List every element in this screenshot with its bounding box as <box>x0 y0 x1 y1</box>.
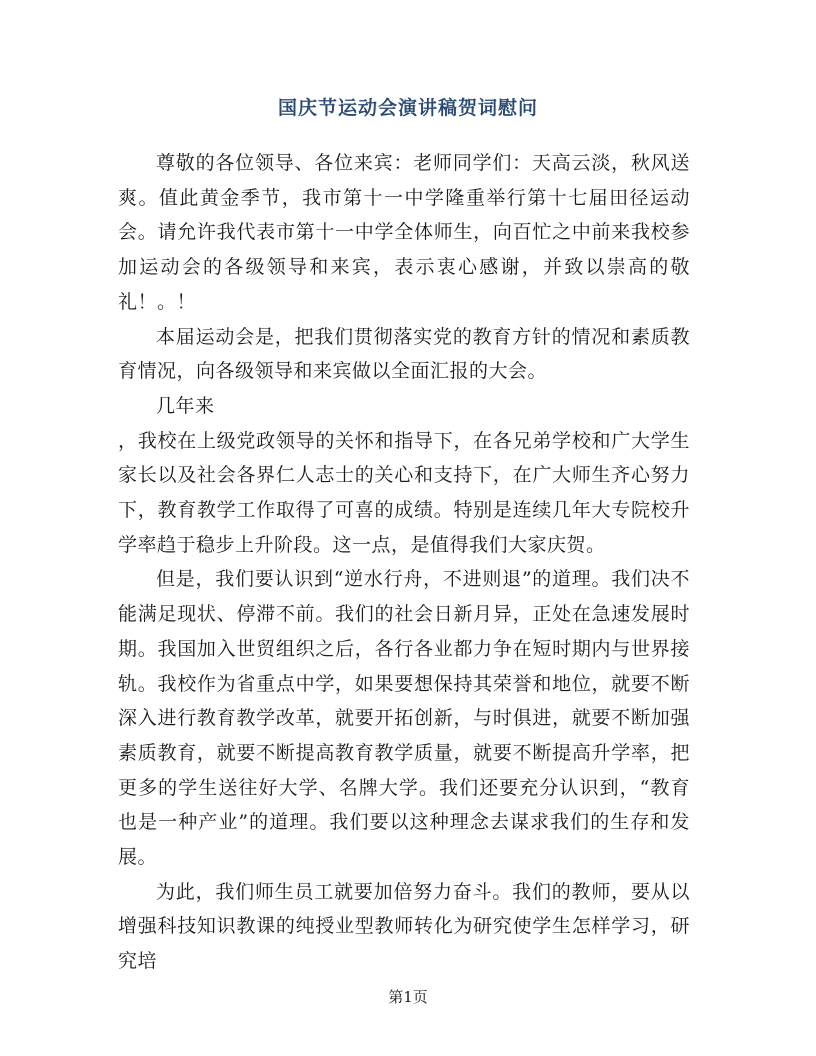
paragraph-purpose: 本届运动会是，把我们贯彻落实党的教育方针的情况和素质教育情况，向各级领导和来宾做以全面汇报的大会。 <box>118 325 690 383</box>
paragraph-challenges: 但是，我们要认识到“逆水行舟，不进则退”的道理。我们决不能满足现状、停滞不前。我们的社会日新月异，正处在急速发展时期。我国加入世贸组织之后，各行各业都力争在短时期内与世界接轨。我校作为省重点中学，如果要想保持其荣誉和地位，就要不断深入进行教育教学改革，就要开拓创新，与时俱进，就要不断加强素质教育，就要不断提高教育教学质量，就要不断提高升学率，把更多的学生送往好大学、名牌大学。我们还要充分认识到，“教育也是一种产业”的道理。我们要以这种理念去谋求我们的生存和发展。 <box>118 568 690 869</box>
paragraph-efforts: 为此，我们师生员工就要加倍努力奋斗。我们的教师，要从以增强科技知识教课的纯授业型教师转化为研究使学生怎样学习，研究培 <box>118 880 690 973</box>
paragraph-years-heading: 几年来 <box>156 394 215 417</box>
page-number: 第1页 <box>388 988 428 1006</box>
paragraph-achievements: ，我校在上级党政领导的关怀和指导下，在各兄弟学校和广大学生家长以及社会各界仁人志士的关心和支持下，在广大师生齐心努力下，教育教学工作取得了可喜的成绩。特别是连续几年大专院校升学率趋于稳步上升阶段。这一点，是值得我们大家庆贺。 <box>118 429 690 556</box>
paragraph-greeting: 尊敬的各位领导、各位来宾：老师同学们：天高云淡，秋风送爽。值此黄金季节，我市第十一中学隆重举行第十七届田径运动会。请允许我代表市第十一中学全体师生，向百忙之中前来我校参加运动会的各级领导和来宾，表示衷心感谢，并致以崇高的敬礼！。！ <box>118 152 690 313</box>
document-body <box>118 146 690 979</box>
page-title: 国庆节运动会演讲稿贺词慰问 <box>277 97 538 119</box>
